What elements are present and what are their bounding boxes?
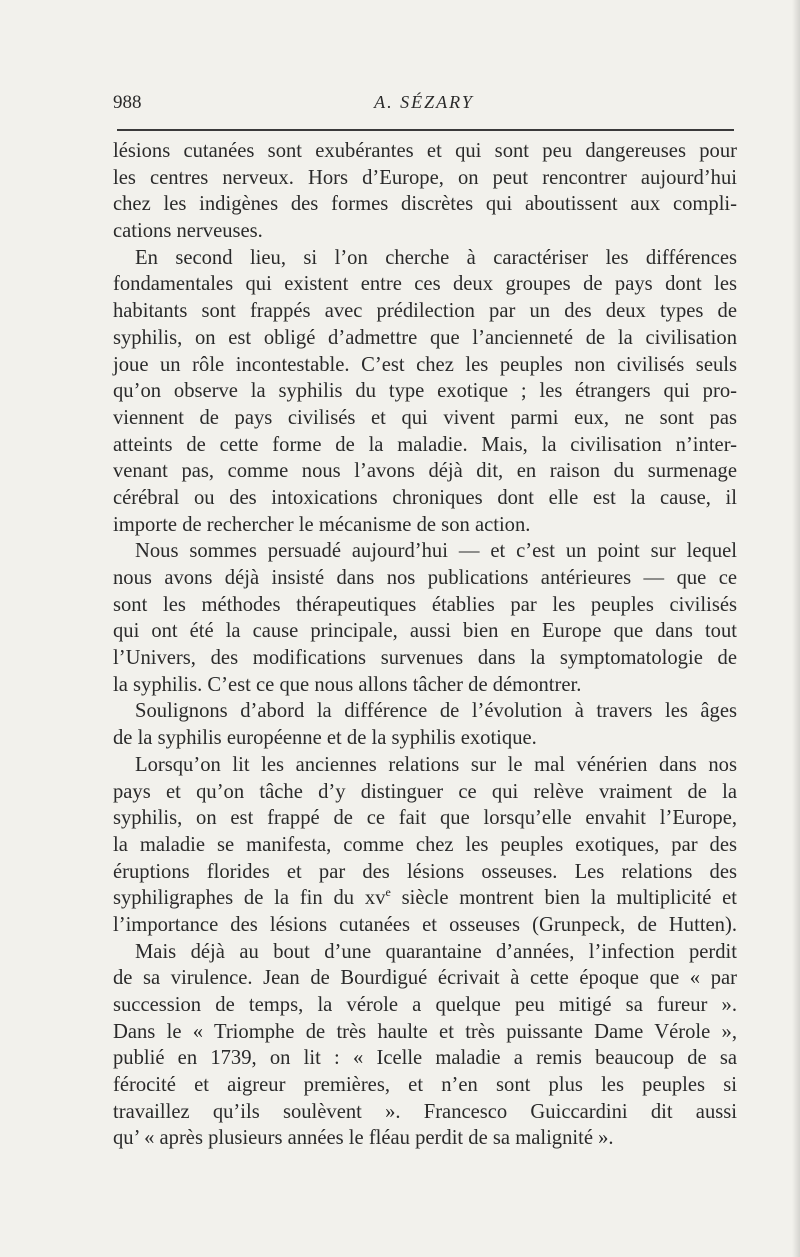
text-line: la syphilis. C’est ce que nous allons tâcher de démontrer. bbox=[113, 673, 582, 696]
text-line: viennent de pays civilisés et qui vivent parmi eux, ne sont pas bbox=[113, 406, 737, 429]
text-line: férocité et aigreur premières, et n’en sont plus les peuples si bbox=[113, 1074, 737, 1097]
century-superscript: e bbox=[385, 885, 391, 900]
text-line: lésions cutanées sont exubérantes et qui sont peu dangereuses pour bbox=[113, 140, 737, 162]
page-edge-shadow bbox=[792, 0, 800, 1257]
running-title: A. SÉZARY bbox=[374, 92, 474, 112]
text-line-with-superscript bbox=[113, 885, 737, 912]
text-line: de la syphilis européenne et de la syphilis exotique. bbox=[113, 727, 537, 750]
text-line: Mais déjà au bout d’une quarantaine d’années, l’infection perdit bbox=[135, 940, 737, 963]
line-end: siècle montrent bien la multiplicité et bbox=[390, 887, 737, 910]
text-line: chez les indigènes des formes discrètes qui aboutissent aux compli- bbox=[113, 193, 737, 216]
text-line: habitants sont frappés avec prédilection par un des deux types de bbox=[113, 300, 737, 323]
page-number: 988 bbox=[113, 92, 142, 113]
text-line: Lorsqu’on lit les anciennes relations sur le mal vénérien dans nos bbox=[135, 753, 737, 776]
text-line: syphilis, on est frappé de ce fait que lorsqu’elle envahit l’Europe, bbox=[113, 807, 737, 830]
body-text bbox=[113, 138, 737, 1152]
text-line: En second lieu, si l’on cherche à caractériser les différences bbox=[135, 246, 737, 269]
text-line: les centres nerveux. Hors d’Europe, on peut rencontrer aujourd’hui bbox=[113, 166, 737, 189]
text-line: travaillez qu’ils soulèvent ». Francesco Guiccardini dit aussi bbox=[113, 1100, 737, 1123]
text-line: nous avons déjà insisté dans nos publications antérieures — que ce bbox=[113, 567, 737, 589]
text-line: qui ont été la cause principale, aussi bien en Europe que dans tout bbox=[113, 620, 737, 643]
text-line: fondamentales qui existent entre ces deux groupes de pays dont les bbox=[113, 273, 737, 296]
text-line: pays et qu’on tâche d’y distinguer ce qui relève vraiment de la bbox=[113, 780, 737, 803]
text-line: publié en 1739, on lit : « Icelle maladie a remis beaucoup de sa bbox=[113, 1047, 737, 1070]
text-line: sont les méthodes thérapeutiques établies par les peuples civilisés bbox=[113, 593, 737, 616]
text-line: l’Univers, des modifications survenues dans la symptomatologie de bbox=[113, 647, 737, 670]
text-line: Soulignons d’abord la différence de l’évolution à travers les âges bbox=[135, 700, 737, 723]
text-line: Dans le « Triomphe de très haulte et très puissante Dame Vérole », bbox=[113, 1020, 737, 1043]
text-line: de sa virulence. Jean de Bourdigué écrivait à cette époque que « par bbox=[113, 967, 737, 990]
text-line: cérébral ou des intoxications chroniques dont elle est la cause, il bbox=[113, 486, 737, 509]
text-line: syphilis, on est obligé d’admettre que l’ancienneté de la civilisation bbox=[113, 326, 737, 349]
text-line: Nous sommes persuadé aujourd’hui — et c’est un point sur lequel bbox=[135, 540, 737, 563]
text-line: éruptions florides et par des lésions osseuses. Les relations des bbox=[113, 860, 737, 883]
text-line: joue un rôle incontestable. C’est chez les peuples non civilisés seuls bbox=[113, 353, 737, 376]
text-line: qu’ « après plusieurs années le fléau perdit de sa malignité ». bbox=[113, 1127, 614, 1150]
header-rule bbox=[117, 129, 734, 131]
text-line: qu’on observe la syphilis du type exotique ; les étrangers qui pro- bbox=[113, 380, 737, 403]
text-line: atteints de cette forme de la maladie. Mais, la civilisation n’inter- bbox=[113, 433, 737, 456]
text-line: l’importance des lésions cutanées et osseuses (Grunpeck, de Hutten). bbox=[113, 913, 737, 936]
running-head bbox=[113, 92, 735, 118]
text-line: venant pas, comme nous l’avons déjà dit, en raison du surmenage bbox=[113, 460, 737, 483]
text-line: succession de temps, la vérole a quelque peu mitigé sa fureur ». bbox=[113, 994, 737, 1016]
text-line: la maladie se manifesta, comme chez les peuples exotiques, par des bbox=[113, 833, 737, 856]
text-line: importe de rechercher le mécanisme de son action. bbox=[113, 513, 531, 536]
text-line: cations nerveuses. bbox=[113, 220, 263, 243]
line-start: syphiligraphes de la fin du xv bbox=[113, 887, 386, 910]
